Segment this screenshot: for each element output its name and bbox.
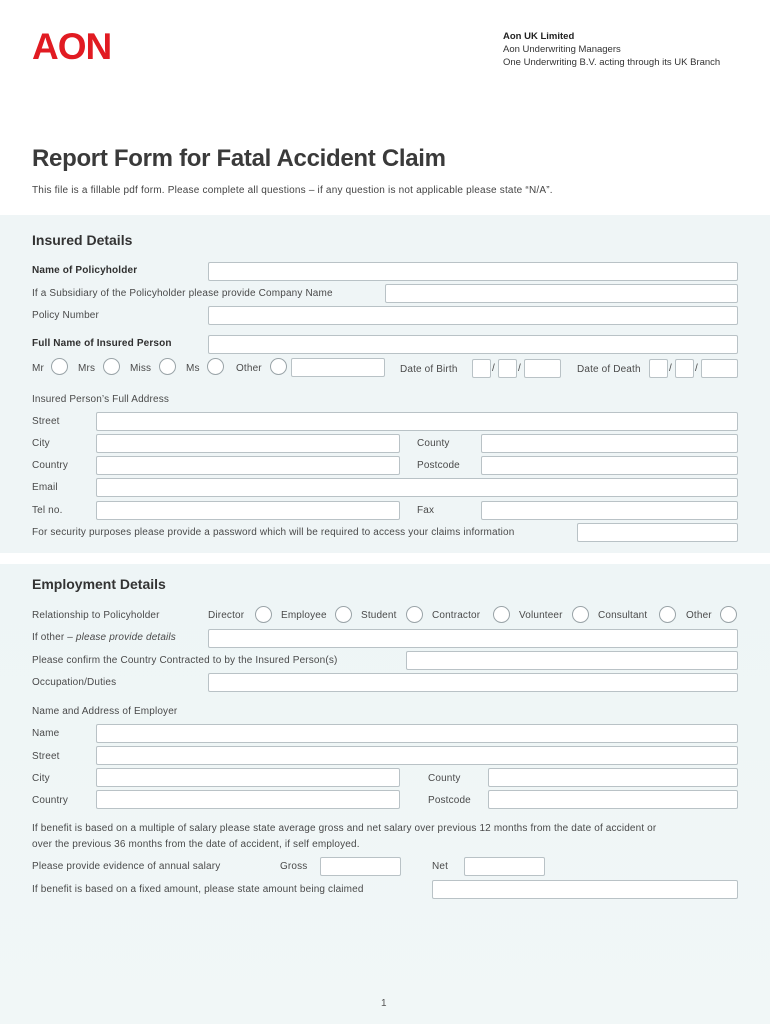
page-number: 1 — [381, 998, 387, 1009]
dod-day-field[interactable] — [649, 359, 668, 378]
dod-year-field[interactable] — [701, 359, 738, 378]
employer-city-label: City — [32, 773, 50, 784]
address-heading: Insured Person’s Full Address — [32, 394, 170, 405]
salary-note-line2: over the previous 36 months from the date of accident, if self employed. — [32, 839, 360, 850]
title-miss-label: Miss — [130, 363, 152, 374]
company-line3: One Underwriting B.V. acting through its UK Branch — [503, 57, 721, 68]
rel-other-label: Other — [686, 610, 712, 621]
postcode-label: Postcode — [417, 460, 460, 471]
street-label: Street — [32, 416, 60, 427]
company-name: Aon UK Limited — [503, 31, 575, 42]
dob-day-field[interactable] — [472, 359, 491, 378]
policy-number-label: Policy Number — [32, 310, 99, 321]
svg-text:AON: AON — [32, 28, 112, 64]
rel-director-radio[interactable] — [255, 606, 272, 623]
postcode-field[interactable] — [481, 456, 738, 475]
if-other-prefix: If other – — [32, 632, 76, 643]
rel-consultant-radio[interactable] — [659, 606, 676, 623]
employer-street-label: Street — [32, 751, 60, 762]
country-label: Country — [32, 460, 69, 471]
gross-label: Gross — [280, 861, 308, 872]
company-block — [503, 30, 720, 69]
county-label: County — [417, 438, 450, 449]
employer-county-field[interactable] — [488, 768, 738, 787]
full-name-field[interactable] — [208, 335, 738, 354]
employer-county-label: County — [428, 773, 461, 784]
employer-name-field[interactable] — [96, 724, 738, 743]
full-name-label: Full Name of Insured Person — [32, 338, 172, 349]
employer-heading: Name and Address of Employer — [32, 706, 178, 717]
employer-country-field[interactable] — [96, 790, 400, 809]
net-label: Net — [432, 861, 449, 872]
dod-sep-1: / — [669, 363, 672, 374]
rel-volunteer-label: Volunteer — [519, 610, 563, 621]
country-field[interactable] — [96, 456, 400, 475]
fixed-amount-label: If benefit is based on a fixed amount, please state amount being claimed — [32, 884, 364, 895]
employer-street-field[interactable] — [96, 746, 738, 765]
if-other-label — [32, 632, 176, 643]
rel-contractor-label: Contractor — [432, 610, 481, 621]
aon-logo — [32, 28, 122, 64]
title-other-radio[interactable] — [270, 358, 287, 375]
rel-consultant-label: Consultant — [598, 610, 648, 621]
title-mr-label: Mr — [32, 363, 44, 374]
country-contracted-field[interactable] — [406, 651, 738, 670]
dob-sep-2: / — [518, 363, 521, 374]
policyholder-field[interactable] — [208, 262, 738, 281]
employer-postcode-label: Postcode — [428, 795, 471, 806]
occupation-label: Occupation/Duties — [32, 677, 117, 688]
title-ms-label: Ms — [186, 363, 200, 374]
policyholder-label: Name of Policyholder — [32, 265, 138, 276]
policy-number-field[interactable] — [208, 306, 738, 325]
password-field[interactable] — [577, 523, 738, 542]
fixed-amount-field[interactable] — [432, 880, 738, 899]
employment-details-heading: Employment Details — [32, 576, 166, 592]
email-label: Email — [32, 482, 58, 493]
rel-director-label: Director — [208, 610, 245, 621]
password-label: For security purposes please provide a password which will be required to access your claims information — [32, 527, 515, 538]
insured-details-heading: Insured Details — [32, 232, 133, 248]
company-line2: Aon Underwriting Managers — [503, 44, 621, 55]
title-other-field[interactable] — [291, 358, 385, 377]
net-field[interactable] — [464, 857, 545, 876]
subsidiary-label: If a Subsidiary of the Policyholder please provide Company Name — [32, 288, 333, 299]
email-field[interactable] — [96, 478, 738, 497]
rel-contractor-radio[interactable] — [493, 606, 510, 623]
if-other-italic: please provide details — [75, 632, 176, 643]
gross-field[interactable] — [320, 857, 401, 876]
relationship-label: Relationship to Policyholder — [32, 610, 160, 621]
tel-field[interactable] — [96, 501, 400, 520]
if-other-field[interactable] — [208, 629, 738, 648]
page-title: Report Form for Fatal Accident Claim — [32, 145, 446, 172]
title-other-label: Other — [236, 363, 262, 374]
rel-other-radio[interactable] — [720, 606, 737, 623]
dob-month-field[interactable] — [498, 359, 517, 378]
rel-employee-label: Employee — [281, 610, 327, 621]
fax-label: Fax — [417, 505, 435, 516]
fax-field[interactable] — [481, 501, 738, 520]
city-label: City — [32, 438, 50, 449]
intro-text: This file is a fillable pdf form. Please complete all questions – if any question is not applicable please state “N/A”. — [32, 185, 553, 196]
title-mrs-radio[interactable] — [103, 358, 120, 375]
city-field[interactable] — [96, 434, 400, 453]
salary-note-line1: If benefit is based on a multiple of salary please state average gross and net salary over previous 12 months from the date of accident or — [32, 823, 657, 834]
rel-student-radio[interactable] — [406, 606, 423, 623]
dod-sep-2: / — [695, 363, 698, 374]
section-divider — [0, 553, 770, 564]
title-mrs-label: Mrs — [78, 363, 96, 374]
rel-volunteer-radio[interactable] — [572, 606, 589, 623]
rel-employee-radio[interactable] — [335, 606, 352, 623]
country-contracted-label: Please confirm the Country Contracted to by the Insured Person(s) — [32, 655, 338, 666]
title-mr-radio[interactable] — [51, 358, 68, 375]
dob-year-field[interactable] — [524, 359, 561, 378]
dod-month-field[interactable] — [675, 359, 694, 378]
title-ms-radio[interactable] — [207, 358, 224, 375]
subsidiary-field[interactable] — [385, 284, 738, 303]
dod-label: Date of Death — [577, 364, 641, 375]
dob-sep-1: / — [492, 363, 495, 374]
employer-name-label: Name — [32, 728, 60, 739]
occupation-field[interactable] — [208, 673, 738, 692]
county-field[interactable] — [481, 434, 738, 453]
evidence-label: Please provide evidence of annual salary — [32, 861, 221, 872]
title-miss-radio[interactable] — [159, 358, 176, 375]
rel-student-label: Student — [361, 610, 397, 621]
employer-city-field[interactable] — [96, 768, 400, 787]
dob-label: Date of Birth — [400, 364, 458, 375]
street-field[interactable] — [96, 412, 738, 431]
tel-label: Tel no. — [32, 505, 63, 516]
employer-postcode-field[interactable] — [488, 790, 738, 809]
employer-country-label: Country — [32, 795, 69, 806]
